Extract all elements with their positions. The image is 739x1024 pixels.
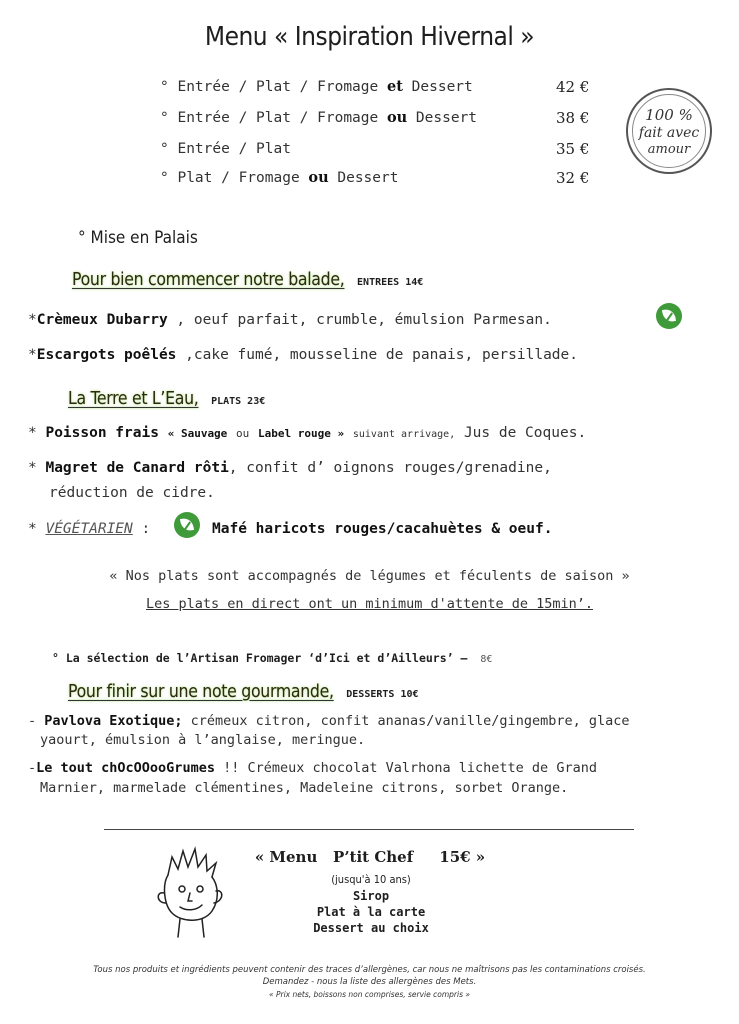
dish-text: : [141,521,151,537]
mise-en-palais: ° Mise en Palais [78,228,198,248]
dish-name-text: Mafé haricots rouges/cacahuètes & oeuf. [212,521,553,537]
entrees-label: ENTREES 14€ [357,277,424,288]
vegetarian-leaf-icon [174,512,200,538]
plats-heading-row [68,389,265,409]
price-notice: « Prix nets, boissons non comprises, servie compris » [268,990,470,999]
bullet: * [28,460,37,476]
dish-name: Magret de Canard rôti [45,460,229,476]
dish-text: ou [236,427,250,440]
dish-desc: , oeuf parfait, crumble, émulsion Parmesan. [167,312,552,328]
kids-menu-item: Dessert au choix [313,921,429,935]
stamp-line: 100 % [645,106,693,124]
page-title: Menu « Inspiration Hivernal » [204,22,535,52]
formula-row [160,169,398,186]
formula-price: 38 € [556,109,590,127]
dish-desc: ,cake fumé, mousseline de panais, persillade. [176,347,578,363]
kid-chef-illustration [150,845,240,940]
bullet: * [28,521,37,537]
formula-text: ° Plat / Fromage [160,170,309,186]
desserts-heading-row [68,682,419,702]
plats-label: PLATS 23€ [211,396,266,407]
dish-desc: !! Crémeux chocolat Valrhona lichette de Grand [214,760,597,776]
waiting-note: Les plats en direct ont un minimum d'attente de 15min’. [145,596,594,612]
formula-text: Dessert [328,170,399,186]
accompaniment-note: « Nos plats sont accompagnés de légumes et féculents de saison » [109,568,630,584]
allergen-request: Demandez - nous la liste des allergènes des Mets. [262,977,477,987]
entrees-heading: Pour bien commencer notre balade, [72,270,345,290]
kids-menu-title: « Menu P’tit Chef 15€ » [254,848,486,866]
dish-name: Crèmeux Dubarry [36,312,168,328]
formula-conj: ou [386,109,408,126]
dish-desc-cont: Marnier, marmelade clémentines, Madeleine citrons, sorbet Orange. [40,780,569,796]
dish-quality: « Sauvage [167,427,228,440]
menu-item [28,347,578,363]
homemade-stamp [626,88,712,174]
dish-name: Pavlova Exotique; [44,713,183,729]
dish-note: suivant arrivage, [352,429,456,440]
dish-desc-cont: yaourt, émulsion à l’anglaise, meringue. [40,732,366,748]
stamp-line: fait avec [638,125,700,141]
formula-row [160,140,291,157]
dish-name: Le tout chOcOOooGrumes [36,760,215,776]
dish-desc: Jus de Coques. [463,425,587,441]
vegetarian-leaf-icon [656,303,682,329]
desserts-label: DESSERTS 10€ [346,689,419,700]
bullet: * [28,312,37,328]
formula-row [160,78,473,95]
dish-name: Poisson frais [45,425,159,441]
desserts-heading: Pour finir sur une note gourmande, [68,682,334,702]
menu-item [28,312,552,328]
formula-conj: et [386,78,403,95]
cheese-price: 8€ [480,654,493,665]
formula-price: 42 € [556,78,590,96]
dish-name: Escargots poêlés [36,347,177,363]
menu-item [28,521,150,537]
bullet: * [28,425,37,441]
formula-price: 32 € [556,169,590,187]
bullet: - [28,760,37,776]
formula-text: ° Entrée / Plat [160,141,291,157]
plats-heading: La Terre et L’Eau, [68,389,199,409]
formula-text: ° Entrée / Plat / Fromage [160,79,387,95]
kids-menu-item: Plat à la carte [316,905,426,919]
formula-price: 35 € [556,140,590,158]
bullet: - [28,713,37,729]
menu-item [28,760,597,776]
cheese-text: ° La sélection de l’Artisan Fromager ‘d’Ici et d’Ailleurs’ – [52,651,468,665]
formula-text: ° Entrée / Plat / Fromage [160,110,387,126]
vegetarian-label: VÉGÉTARIEN [45,521,133,537]
menu-item [28,425,586,441]
formula-text: Dessert [402,79,473,95]
dish-desc-cont: réduction de cidre. [49,485,215,501]
formula-text: Dessert [407,110,478,126]
entrees-heading-row [72,270,423,290]
cheese-selection [52,651,492,665]
kids-menu-subtitle: (jusqu'à 10 ans) [331,873,411,886]
dish-name [212,521,552,537]
menu-item [28,713,629,729]
dish-desc: , confit d’ oignons rouges/grenadine, [228,460,552,476]
formula-row [160,109,477,126]
kids-menu-item: Sirop [352,889,390,903]
allergen-notice: Tous nos produits et ingrédients peuvent contenir des traces d’allergènes, car nous ne maîtrisons pas les contaminations croisés. [93,965,646,975]
formula-conj: ou [308,169,329,186]
dish-desc: crémeux citron, confit ananas/vanille/gingembre, glace [182,713,630,729]
bullet: * [28,347,37,363]
stamp-line: amour [647,142,691,157]
menu-item [28,460,552,476]
dish-quality: Label rouge » [258,427,345,440]
divider [104,829,634,830]
